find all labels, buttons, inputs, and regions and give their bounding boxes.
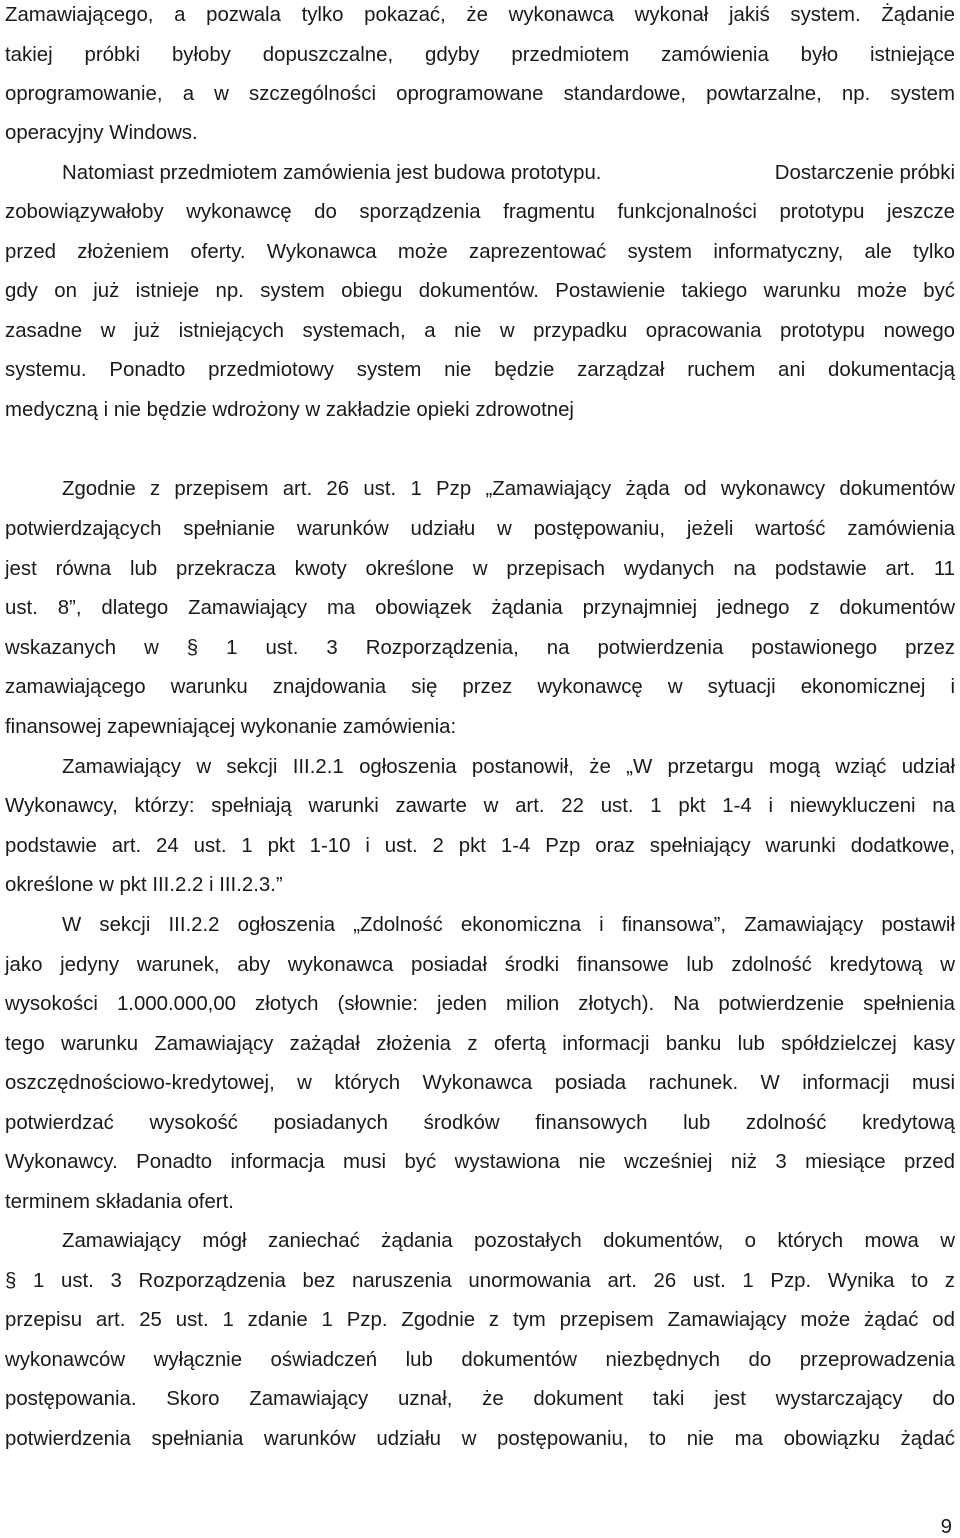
text-line: oszczędnościowo-kredytowej, w których Wykonawca posiada rachunek. W informacji musi	[5, 1072, 955, 1094]
text-line: określone w pkt III.2.2 i III.2.3.”	[5, 874, 283, 896]
text-line: potwierdzenia spełniania warunków udziału w postępowaniu, to nie ma obowiązku żądać	[5, 1428, 955, 1450]
text-line: medyczną i nie będzie wdrożony w zakładzie opieki zdrowotnej	[5, 399, 574, 421]
text-line: Zamawiający w sekcji III.2.1 ogłoszenia postanowił, że „W przetargu mogą wziąć udział	[62, 756, 955, 778]
text-line: finansowej zapewniającej wykonanie zamówienia:	[5, 716, 457, 738]
text-line: przed złożeniem oferty. Wykonawca może zaprezentować system informatyczny, ale tylko	[5, 241, 955, 263]
text-line: Zgodnie z przepisem art. 26 ust. 1 Pzp „Zamawiający żąda od wykonawcy dokumentów	[62, 478, 955, 500]
text-line: § 1 ust. 3 Rozporządzenia bez naruszenia unormowania art. 26 ust. 1 Pzp. Wynika to z	[5, 1270, 955, 1292]
text-line: jest równa lub przekracza kwoty określone w przepisach wydanych na podstawie art. 11	[5, 558, 955, 580]
text-line: gdy on już istnieje np. system obiegu dokumentów. Postawienie takiego warunku może być	[5, 280, 955, 302]
text-line: postępowania. Skoro Zamawiający uznał, że dokument taki jest wystarczający do	[5, 1388, 955, 1410]
text-line: operacyjny Windows.	[5, 122, 198, 144]
text-line: terminem składania ofert.	[5, 1191, 234, 1213]
text-line: tego warunku Zamawiający zażądał złożenia z ofertą informacji banku lub spółdzielczej kasy	[5, 1033, 955, 1055]
text-line: potwierdzać wysokość posiadanych środków finansowych lub zdolność kredytową	[5, 1112, 955, 1134]
text-line: podstawie art. 24 ust. 1 pkt 1-10 i ust. 2 pkt 1-4 Pzp oraz spełniający warunki dodatkowe,	[5, 835, 955, 857]
text-line: Zamawiającego, a pozwala tylko pokazać, że wykonawca wykonał jakiś system. Żądanie	[5, 4, 955, 26]
text-line: ust. 8”, dlatego Zamawiający ma obowiązek żądania przynajmniej jednego z dokumentów	[5, 597, 955, 619]
text-line: wysokości 1.000.000,00 złotych (słownie: jeden milion złotych). Na potwierdzenie spełnienia	[5, 993, 955, 1015]
text-line: W sekcji III.2.2 ogłoszenia „Zdolność ekonomiczna i finansowa”, Zamawiający postawił	[62, 914, 955, 936]
text-line: Natomiast przedmiotem zamówienia jest budowa prototypu.	[62, 162, 602, 184]
text-line: zobowiązywałoby wykonawcę do sporządzenia fragmentu funkcjonalności prototypu jeszcze	[5, 201, 955, 223]
text-line: oprogramowanie, a w szczególności oprogramowane standardowe, powtarzalne, np. system	[5, 83, 955, 105]
page-number: 9	[940, 1516, 952, 1538]
text-line: Wykonawcy. Ponadto informacja musi być wystawiona nie wcześniej niż 3 miesiące przed	[5, 1151, 955, 1173]
text-line: Wykonawcy, którzy: spełniają warunki zawarte w art. 22 ust. 1 pkt 1-4 i niewykluczeni na	[5, 795, 955, 817]
text-line: wykonawców wyłącznie oświadczeń lub dokumentów niezbędnych do przeprowadzenia	[5, 1349, 955, 1371]
text-line: potwierdzających spełnianie warunków udziału w postępowaniu, jeżeli wartość zamówienia	[5, 518, 955, 540]
text-line: systemu. Ponadto przedmiotowy system nie będzie zarządzał ruchem ani dokumentacją	[5, 359, 955, 381]
text-line: wskazanych w § 1 ust. 3 Rozporządzenia, na potwierdzenia postawionego przez	[5, 637, 955, 659]
text-line: przepisu art. 25 ust. 1 zdanie 1 Pzp. Zgodnie z tym przepisem Zamawiający może żądać od	[5, 1309, 955, 1331]
text-line: Dostarczenie próbki	[774, 162, 955, 184]
text-line: jako jedyny warunek, aby wykonawca posiadał środki finansowe lub zdolność kredytową w	[5, 954, 955, 976]
text-line: zamawiającego warunku znajdowania się przez wykonawcę w sytuacji ekonomicznej i	[5, 676, 955, 698]
text-line: Zamawiający mógł zaniechać żądania pozostałych dokumentów, o których mowa w	[62, 1230, 955, 1252]
text-line: zasadne w już istniejących systemach, a nie w przypadku opracowania prototypu nowego	[5, 320, 955, 342]
text-line: takiej próbki byłoby dopuszczalne, gdyby przedmiotem zamówienia było istniejące	[5, 44, 955, 66]
